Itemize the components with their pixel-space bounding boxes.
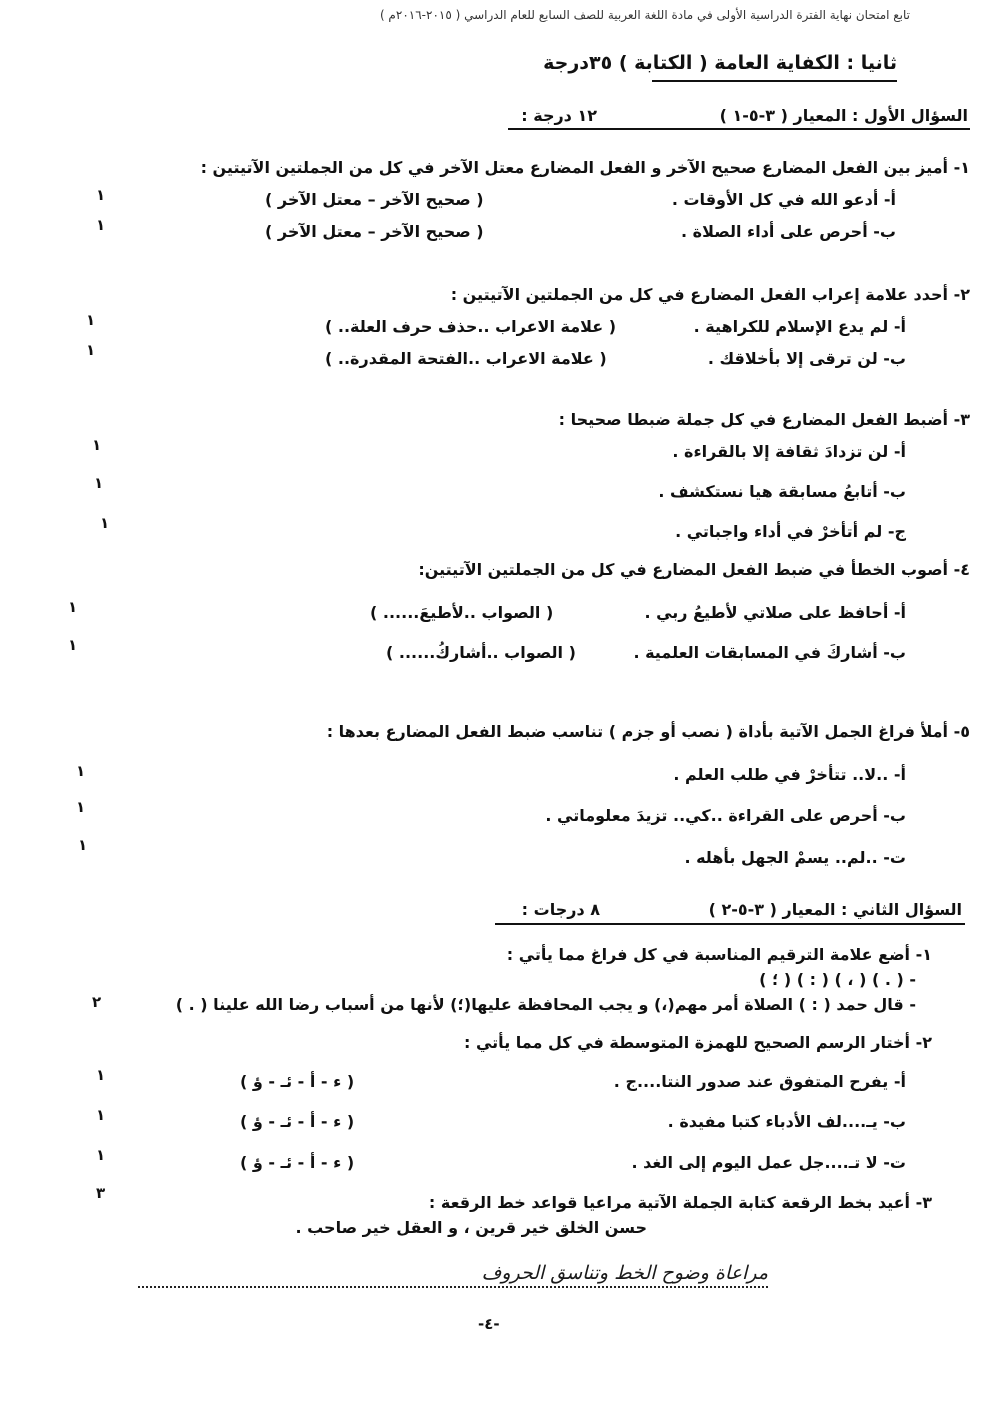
q1-item2-b: ب- لن ترقى إلا بأخلاقك . bbox=[707, 349, 906, 368]
q1-item2-b-answer: ( علامة الاعراب ..الفتحة المقدرة.. ) bbox=[325, 349, 607, 368]
q1-item5-prompt: ٥- أملأ فراغ الجمل الآتية بأداة ( نصب أو جزم ) تناسب ضبط الفعل المضارع بعدها : bbox=[326, 722, 970, 741]
q1-item2-prompt: ٢- أحدد علامة إعراب الفعل المضارع في كل من الجملتين الآتيتين : bbox=[450, 285, 970, 304]
q1-title: السؤال الأول : المعيار ( ٣-٥-١ ) bbox=[719, 106, 968, 125]
q1-item5-a-score: ١ bbox=[76, 762, 86, 780]
q2-item2-c-score: ١ bbox=[96, 1146, 106, 1164]
q1-item2-a-score: ١ bbox=[86, 311, 96, 329]
q2-item2-a-score: ١ bbox=[96, 1066, 106, 1084]
q1-item1-a-score: ١ bbox=[96, 186, 106, 204]
q2-item3-prompt: ٣- أعيد بخط الرقعة كتابة الجملة الآتية مراعيا قواعد خط الرقعة : bbox=[428, 1193, 932, 1212]
q2-item2-c: ت- لا تـ....جل عمل اليوم إلى الغد . bbox=[631, 1153, 906, 1172]
q1-item4-b: ب- أشاركَ في المسابقات العلمية . bbox=[633, 643, 906, 662]
q1-item5-c: ت- ..لم.. يسمْ الجهل بأهله . bbox=[684, 848, 906, 867]
q2-item2-b-choice: ( ء - أ - ئـ - ؤ ) bbox=[240, 1112, 355, 1131]
q1-item5-b-score: ١ bbox=[76, 798, 86, 816]
q1-item2-b-score: ١ bbox=[86, 341, 96, 359]
q1-item4-a-score: ١ bbox=[68, 598, 78, 616]
section-title-underline bbox=[652, 80, 897, 82]
q1-item3-prompt: ٣- أضبط الفعل المضارع في كل جملة ضبطا صحيحا : bbox=[558, 410, 970, 429]
q2-item1-sentence: - قال حمد ( : ) الصلاة أمر مهم(،) و يجب المحافظة عليها(؛) لأنها من أسباب رضا الله علينا ( . ) bbox=[175, 995, 916, 1014]
page-number: -٤- bbox=[478, 1315, 500, 1333]
q1-item3-a: أ- لن تزدادَ ثقافة إلا بالقراءة . bbox=[672, 442, 906, 461]
q1-marks: ١٢ درجة : bbox=[521, 106, 597, 125]
q1-item5-a: أ- ..لا.. تتأخرْ في طلب العلم . bbox=[673, 765, 906, 784]
q1-item1-a-choice: ( صحيح الآخر – معتل الآخر ) bbox=[265, 190, 484, 209]
q1-item1-b-score: ١ bbox=[96, 216, 106, 234]
q1-item2-a: أ- لم يدع الإسلام للكراهية . bbox=[693, 317, 906, 336]
q1-item4-a-answer: ( الصواب ..لأطيعَ...... ) bbox=[370, 603, 554, 622]
q1-item3-c-score: ١ bbox=[100, 514, 110, 532]
q2-title-underline bbox=[495, 923, 965, 925]
q1-item4-b-score: ١ bbox=[68, 636, 78, 654]
q2-item2-prompt: ٢- أختار الرسم الصحيح للهمزة المتوسطة في كل مما يأتي : bbox=[464, 1033, 932, 1052]
q2-item3-sentence: حسن الخلق خير قرين ، و العقل خير صاحب . bbox=[295, 1218, 647, 1237]
q2-item2-a: أ- يفرح المتفوق عند صدور النتا....ج . bbox=[613, 1072, 906, 1091]
q1-item1-prompt: ١- أميز بين الفعل المضارع صحيح الآخر و الفعل المضارع معتل الآخر في كل من الجملتين الآتيتين : bbox=[200, 158, 970, 177]
q2-item2-a-choice: ( ء - أ - ئـ - ؤ ) bbox=[240, 1072, 355, 1091]
q1-item4-b-answer: ( الصواب ..أشاركُ...... ) bbox=[386, 643, 576, 662]
q1-title-underline bbox=[508, 128, 970, 130]
q2-item2-b: ب- يـ....لف الأدباء كتبا مفيدة . bbox=[667, 1112, 906, 1131]
q2-item1-marks-row: - ( . ) ( ، ) ( : ) ( ؛ ) bbox=[759, 970, 916, 989]
q2-item2-c-choice: ( ء - أ - ئـ - ؤ ) bbox=[240, 1153, 355, 1172]
q1-item3-b: ب- أتابعُ مسابقة هيا نستكشف . bbox=[658, 482, 906, 501]
q2-item1-score: ٢ bbox=[92, 993, 102, 1011]
q2-item3-score: ٣ bbox=[96, 1184, 106, 1202]
q1-item5-c-score: ١ bbox=[78, 836, 88, 854]
q1-item4-prompt: ٤- أصوب الخطأ في ضبط الفعل المضارع في كل من الجملتين الآتيتين: bbox=[418, 560, 970, 579]
q1-item2-a-answer: ( علامة الاعراب ..حذف حرف العلة.. ) bbox=[325, 317, 617, 336]
q2-item2-b-score: ١ bbox=[96, 1106, 106, 1124]
q1-item3-c: ج- لم أتأخرْ في أداء واجباتي . bbox=[675, 522, 906, 541]
q2-item1-prompt: ١- أضع علامة الترقيم المناسبة في كل فراغ مما يأتي : bbox=[506, 945, 932, 964]
q1-item4-a: أ- أحافظ على صلاتي لأطيعُ ربي . bbox=[644, 603, 906, 622]
q1-item3-b-score: ١ bbox=[94, 474, 104, 492]
q2-marks: ٨ درجات : bbox=[521, 900, 600, 919]
q1-item5-b: ب- أحرص على القراءة ..كي.. تزيدَ معلوماتي . bbox=[545, 806, 906, 825]
q2-title: السؤال الثاني : المعيار ( ٣-٥-٢ ) bbox=[708, 900, 962, 919]
q2-item3-handwritten-answer: مراعاة وضوح الخط وتناسق الحروف bbox=[138, 1262, 768, 1288]
q1-item1-b-choice: ( صحيح الآخر – معتل الآخر ) bbox=[265, 222, 484, 241]
q1-item1-a: أ- أدعو الله في كل الأوقات . bbox=[671, 190, 896, 209]
q1-item1-b: ب- أحرص على أداء الصلاة . bbox=[680, 222, 896, 241]
section-title: ثانيا : الكفاية العامة ( الكتابة ) ٣٥درجة bbox=[543, 52, 897, 74]
q1-item3-a-score: ١ bbox=[92, 436, 102, 454]
exam-header: تابع امتحان نهاية الفترة الدراسية الأولى في مادة اللغة العربية للصف السابع للعام الدراسي ( ٢٠١٥-٢٠١٦م ) bbox=[379, 8, 910, 22]
